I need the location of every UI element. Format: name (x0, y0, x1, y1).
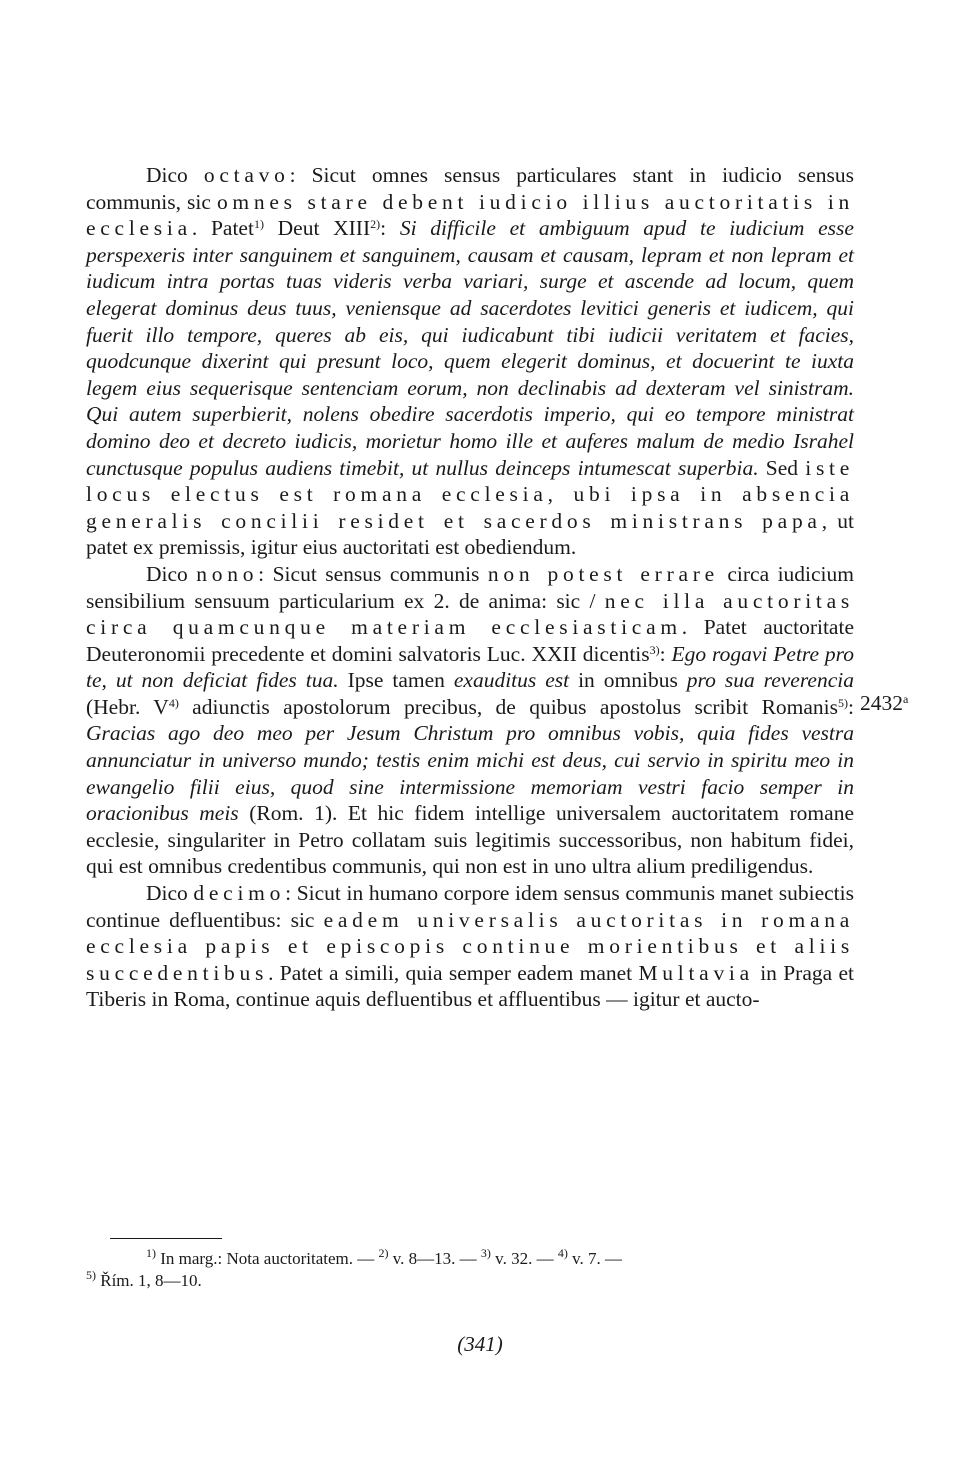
footnote-ref: 1) (253, 217, 264, 232)
text-run: Deut XIII (263, 216, 371, 241)
margin-note-number: 2432 (860, 691, 903, 715)
spaced-run: omnes stare debent iudicio illius auctoritatis in ecclesia (86, 189, 854, 241)
text-run: circa iudicium sensibilium sensuum particularium ex 2. de anima: sic / (86, 561, 855, 613)
text-run: Řím. 1, 8—10. (96, 1271, 202, 1290)
text-run: : (848, 694, 854, 719)
footnote-ref: 2) (378, 1246, 389, 1260)
spaced-run: nec illa auctoritas circa quamcunque materiam ecclesiasticam (86, 588, 855, 640)
text-run: adiunctis apostolorum precibus, de quibus apostolus scribit Romanis (178, 694, 839, 719)
text-run: v. 32. — (490, 1249, 558, 1268)
text-run: : Sicut omnes sensus particulares stant in iudicio sensus communis, sic (86, 163, 854, 214)
margin-note-letter: a (903, 692, 909, 706)
spaced-run: Multavia (638, 960, 754, 985)
italic-run: Si difficile et ambiguum apud te iudicium esse perspexeris inter sanguinem et sanguinem, causam et causam, lepram et non lepram et iudicum intra portas tuas videris verba variari, surge et ascende ad locum, quem elegerat dominus deus tuus, veniensque ad sacerdotes levitici generis et iudicem, qui fuerit illo tempore, queres ab eis, qui iudicabunt tibi iudicii veritatem et facies, quodcunque dixerint qui presunt loco, quem elegerit dominus, et docuerint te iuxta legem eius sequerisque sentenciam eorum, non declinabis ad dexteram vel sinistram. Qui autem superbierit, nolens obedire sacerdotis imperio, qui eo tempore ministrat domino deo et decreto iudicis, morietur homo ille et auferes malum de medio Israhel cunctusque populus audiens timebit, ut nullus deinceps intumescat superbia. (86, 216, 854, 480)
text-run: In marg.: Nota auctoritatem. — (156, 1249, 379, 1268)
text-run: Dico (146, 163, 204, 187)
paragraph (86, 162, 854, 561)
footnote-ref: 1) (146, 1246, 156, 1260)
footnote-ref: 4) (168, 695, 179, 710)
text-run: . Patet auctoritate Deuteronomii precedente et domini salvatoris Luc. XXII dicentis (86, 615, 854, 666)
footnote-ref: 3) (649, 642, 660, 657)
text-run: Ipse tamen (338, 668, 454, 693)
footnote-line (86, 1270, 866, 1292)
text-run: Dico (146, 561, 197, 586)
footnote-divider (110, 1238, 222, 1239)
text-run: v. 7. — (567, 1249, 622, 1268)
text-run: (Rom. 1). Et hic fidem intellige universalem auctoritatem romane ecclesie, singulariter in Petro collatam suis legitimis successoribus, non habitum fidei, qui est omnibus credentibus communis, qui non est in uno ultra alium prediligendus. (86, 801, 854, 879)
text-run: : Sicut sensus communis (258, 561, 488, 586)
spaced-run: non potest errare (487, 561, 719, 586)
text-run: Dico (146, 881, 194, 906)
spaced-run: iste locus electus est romana ecclesia, ubi ipsa in absencia generalis concilii residet et sacerdos ministrans papa (86, 455, 855, 533)
text-run: (Hebr. V (86, 694, 169, 719)
text-run: : (380, 216, 400, 241)
text-run: : (659, 641, 672, 666)
text-run: . Patet (191, 216, 254, 241)
footnote-ref: 4) (557, 1246, 568, 1260)
paragraph (86, 880, 854, 1013)
text-run: : Sicut in humano corpore idem sensus communis manet subiectis continue defluentibus: sic (86, 881, 854, 932)
paragraph (86, 561, 854, 880)
text-run: in omnibus (569, 668, 687, 693)
spaced-run: nono (196, 561, 259, 586)
spaced-run: eadem universalis auctoritas in romana ecclesia papis et episcopis continue morientibus et aliis succedentibus (86, 907, 855, 985)
spaced-run: octavo (203, 163, 290, 187)
footnote-ref: 5) (838, 695, 849, 710)
text-run: v. 8—13. — (388, 1249, 481, 1268)
footnote-ref: 2) (370, 217, 381, 232)
text-run: in Praga et Tiberis in Roma, continue aquis defluentibus et affluentibus — igitur et aucto- (86, 960, 854, 1012)
italic-run: Ego rogavi Petre pro te, ut non deficiat fides tua. (86, 641, 854, 693)
italic-run: exauditus est (453, 668, 570, 693)
text-run: , ut patet ex premissis, igitur eius auctoritati est obediendum. (86, 508, 854, 560)
footnote-ref: 5) (86, 1268, 96, 1282)
text-run: . Patet a simili, quia semper eadem manet (268, 960, 639, 985)
margin-note (860, 690, 908, 716)
footnotes (86, 1248, 866, 1292)
italic-run: pro sua reverencia (686, 668, 854, 693)
text-run: Sed (758, 455, 806, 480)
page-number: (341) (457, 1332, 503, 1356)
footnote-ref: 3) (480, 1246, 491, 1260)
main-text (86, 162, 854, 1013)
italic-run: Gracias ago deo meo per Jesum Christum pro omnibus vobis, quia fides vestra annunciatur in universo mundo; testis enim michi est deus, cui servio in spiritu meo in ewangelio filii eius, quod sine intermissione memoriam vestri facio semper in oracionibus meis (86, 721, 854, 826)
spaced-run: decimo (193, 881, 286, 906)
footnote-line (86, 1248, 866, 1270)
